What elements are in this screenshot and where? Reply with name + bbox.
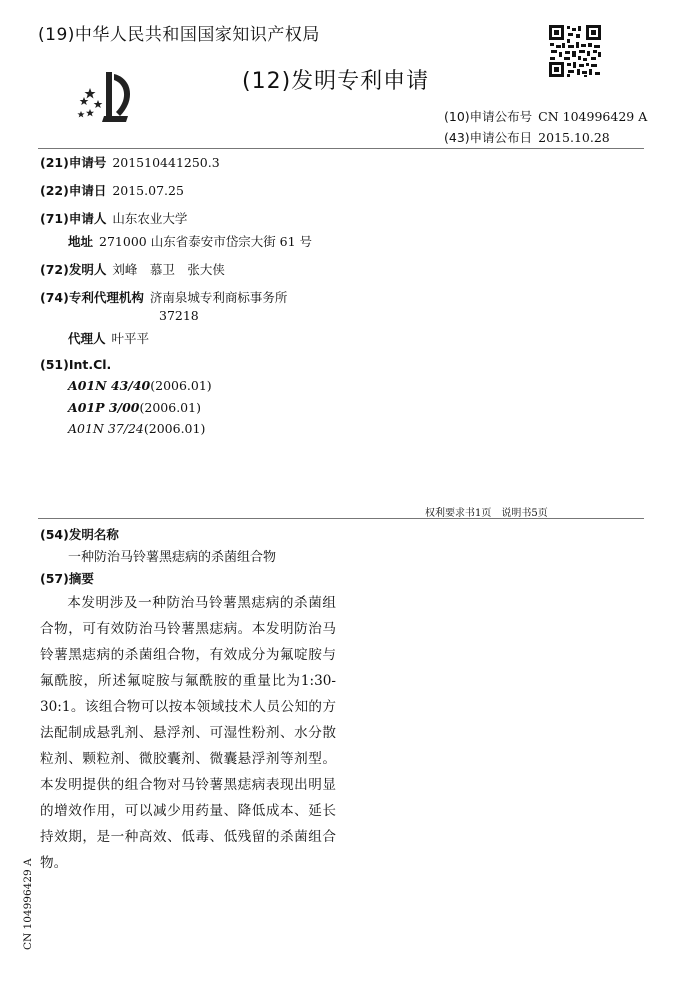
ipc-date: (2006.01) [150,378,212,393]
publication-number-label: (10)申请公布号 [444,109,533,124]
abstract-heading [40,569,94,587]
document-kind: (12)发明专利申请 [242,69,430,94]
applicant-label: (71)申请人 [40,211,107,226]
invention-title-heading [40,525,119,543]
ipc-code: A01N 37/24 [68,421,144,436]
inventors-value: 刘峰 慕卫 张大侠 [112,262,225,277]
patent-agency-value: 济南泉城专利商标事务所 [149,290,288,305]
ipc-date: (2006.01) [143,421,206,436]
ipc-code: A01N 43/40 [68,378,151,393]
patent-agency [40,288,287,306]
cnipa-logo-icon [76,66,140,126]
application-number-label: (21)申请号 [40,155,107,170]
header-divider [38,148,644,149]
invention-title: 一种防治马铃薯黑痣病的杀菌组合物 [68,550,277,565]
page-count-info: 权利要求书1页 说明书5页 [425,508,548,519]
ipc-code: A01P 3/00 [68,400,140,415]
qr-code-icon [548,24,602,78]
abstract-label: (57)摘要 [40,571,94,586]
publication-date-value: 2015.10.28 [538,130,610,145]
invention-title-label: (54)发明名称 [40,527,119,542]
abstract-body: 本发明涉及一种防治马铃薯黑痣病的杀菌组合物，可有效防治马铃薯黑痣病。本发明防治马铃薯黑痣病的杀菌组合物，有效成分为氟啶胺与氟酰胺，所述氟啶胺与氟酰胺的重量比为1:30-30:1。该组合物可以按本领域技术人员公知的方法配制成悬乳剂、悬浮剂、可湿性粉剂、水分散粒剂、颗粒剂、微胶囊剂、微囊悬浮剂等剂型。本发明提供的组合物对马铃薯黑痣病表现出明显的增效作用，可以减少用药量、降低成本、延长持效期，是一种高效、低毒、低残留的杀菌组合物。 [40,595,336,871]
address-value: 271000 山东省泰安市岱宗大街 61 号 [99,234,313,249]
publication-date-label: (43)申请公布日 [444,130,533,145]
ipc-entry [68,400,201,415]
ipc-label: (51)Int.Cl. [40,357,112,372]
ipc-date: (2006.01) [139,400,201,415]
publication-number [444,107,647,125]
filing-date-value: 2015.07.25 [112,183,184,198]
application-number [40,153,220,171]
patent-agency-label: (74)专利代理机构 [40,290,144,305]
agent-label: 代理人 [68,331,106,346]
agent-value: 叶平平 [111,331,150,346]
issuing-office: (19)中华人民共和国国家知识产权局 [38,25,320,45]
patent-agency-code: 37218 [159,308,199,323]
ipc-heading [40,357,111,372]
ipc-entry [68,378,212,393]
filing-date-label: (22)申请日 [40,183,107,198]
application-number-value: 201510441250.3 [112,155,220,170]
inventors-label: (72)发明人 [40,262,107,277]
applicant-value: 山东农业大学 [112,211,188,226]
publication-date [444,128,610,146]
publication-number-value: CN 104996429 A [538,109,648,124]
agent [68,329,149,347]
applicant [40,209,187,227]
ipc-entry [68,421,205,436]
address [68,232,312,250]
inventors [40,260,225,278]
filing-date [40,181,184,199]
section-divider [38,518,644,519]
side-publication-id: CN 104996429 A [22,858,34,950]
address-label: 地址 [68,234,94,249]
